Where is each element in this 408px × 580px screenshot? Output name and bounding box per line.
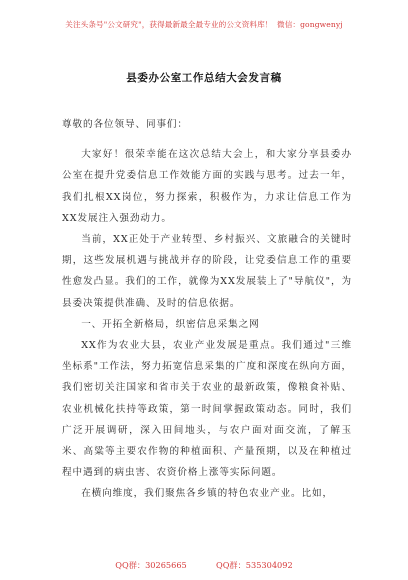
section-heading-1: 一、开拓全新格局，织密信息采集之网	[81, 318, 260, 330]
wechat-contact: 微信：gongwenyj	[277, 20, 343, 29]
paragraph-agriculture: XX作为农业大县，农业产业发展是重点。我们通过"三维坐标系"工作法，努力拓宽信息采集的广度和深度在纵向方面，我们密切关注国家和省市关于农业的最新政策，像粮食补贴、农业机械化扶持等政策，第一时间掌握政策动态。同时，我们广泛开展调研，深入田间地头，与农户面对面交流，了解玉米、高粱等主要农作物的种植面积、产量预期，以及在种植过程中遇到的病虫害、农资价格上涨等实际问题。	[62, 340, 352, 479]
promo-text: 关注头条号"公文研究"，获得最新最全最专业的公文资料库！	[65, 20, 273, 29]
document-title: 县委办公室工作总结大会发言稿	[126, 72, 282, 84]
header-promo-banner	[0, 19, 408, 30]
document-body	[62, 112, 352, 505]
paragraph-horizontal: 在横向维度，我们聚焦各乡镇的特色农业产业。比如，	[81, 488, 334, 500]
salutation: 尊敬的各位领导、同事们：	[62, 119, 188, 130]
paragraph-context: 当前，XX正处于产业转型、乡村振兴、文旅融合的关键时期，这些发展机遇与挑战并存的阶段，让党委信息工作的重要性愈发凸显。我们的工作，就像为XX发展装上了"导航仪"，为县委决策提供准确、及时的信息依据。	[62, 234, 352, 309]
paragraph-intro: 大家好！很荣幸能在这次总结大会上，和大家分享县委办公室在提升党委信息工作效能方面的实践与思考。过去一年，我们扎根XX岗位，努力探索，积极作为，力求让信息工作为XX发展注入强劲动力。	[62, 149, 352, 224]
footer-contact	[0, 560, 408, 571]
qq-group-2: QQ群：535304092	[216, 560, 293, 570]
qq-group-1: QQ群：30265665	[115, 560, 187, 570]
